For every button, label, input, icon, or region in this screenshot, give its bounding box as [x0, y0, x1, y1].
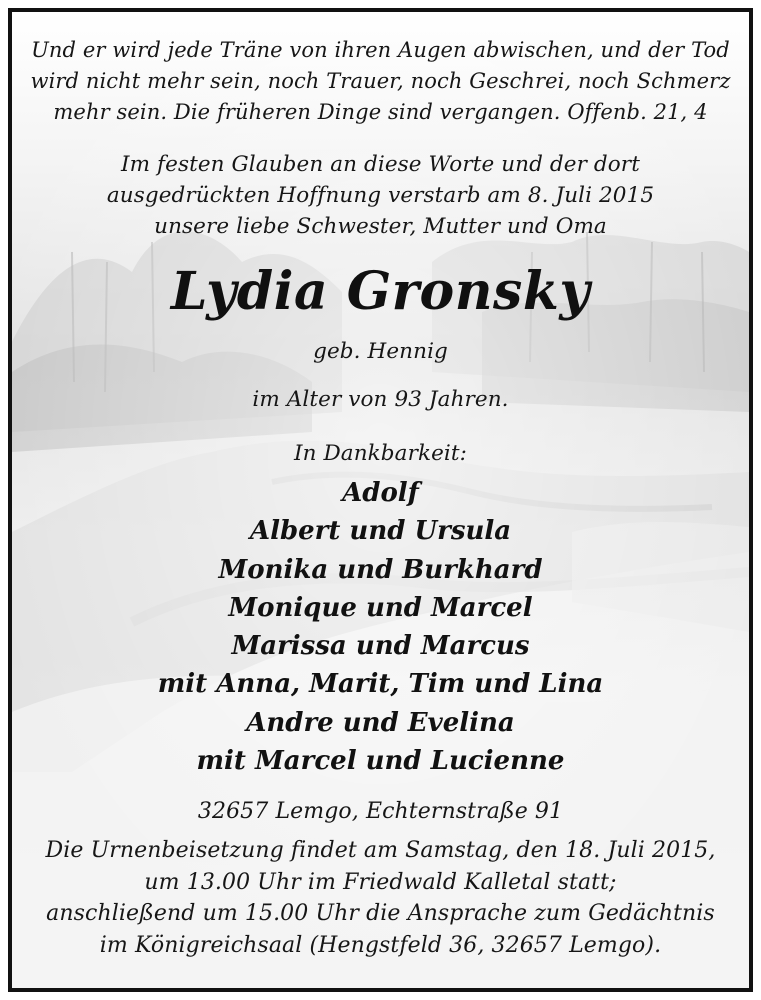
funeral-line: um 13.00 Uhr im Friedwald Kalletal statt;	[144, 869, 617, 895]
obituary-notice	[8, 8, 753, 992]
verse-line: wird nicht mehr sein, noch Trauer, noch Geschrei, noch Schmerz	[30, 69, 731, 93]
funeral-details	[12, 835, 749, 961]
verse-line: mehr sein. Die früheren Dinge sind vergangen. Offenb. 21, 4	[53, 100, 708, 124]
mourner-name: Albert und Ursula	[249, 516, 512, 547]
mourners-heading: In Dankbarkeit:	[294, 441, 467, 466]
mourners-list	[12, 474, 749, 780]
birth-name: geb. Hennig	[313, 339, 448, 364]
family-address: 32657 Lemgo, Echternstraße 91	[197, 799, 564, 824]
mourner-name: Marissa und Marcus	[231, 631, 530, 662]
funeral-line: im Königreichsaal (Hengstfeld 36, 32657 Lemgo).	[99, 932, 662, 958]
mourner-name: Monika und Burkhard	[218, 554, 543, 585]
mourner-name: Andre und Evelina	[246, 707, 515, 738]
intro-text	[12, 149, 749, 242]
mourner-name: Adolf	[342, 478, 419, 508]
bible-verse	[12, 35, 749, 128]
mourner-name: Monique und Marcel	[228, 592, 533, 623]
funeral-line: anschließend um 15.00 Uhr die Ansprache zum Gedächtnis	[46, 901, 715, 926]
verse-line: Und er wird jede Träne von ihren Augen abwischen, und der Tod	[31, 38, 730, 62]
mourner-name: mit Marcel und Lucienne	[196, 746, 565, 777]
age-at-death: im Alter von 93 Jahren.	[252, 387, 509, 412]
intro-line: Im festen Glauben an diese Worte und der dort	[121, 152, 640, 177]
intro-line: unsere liebe Schwester, Mutter und Oma	[154, 214, 607, 239]
funeral-line: Die Urnenbeisetzung findet am Samstag, den 18. Juli 2015,	[45, 838, 716, 863]
mourner-name: mit Anna, Marit, Tim und Lina	[157, 669, 604, 700]
intro-line: ausgedrückten Hoffnung verstarb am 8. Juli 2015	[106, 183, 655, 208]
deceased-name: Lydia Gronsky	[170, 261, 591, 322]
